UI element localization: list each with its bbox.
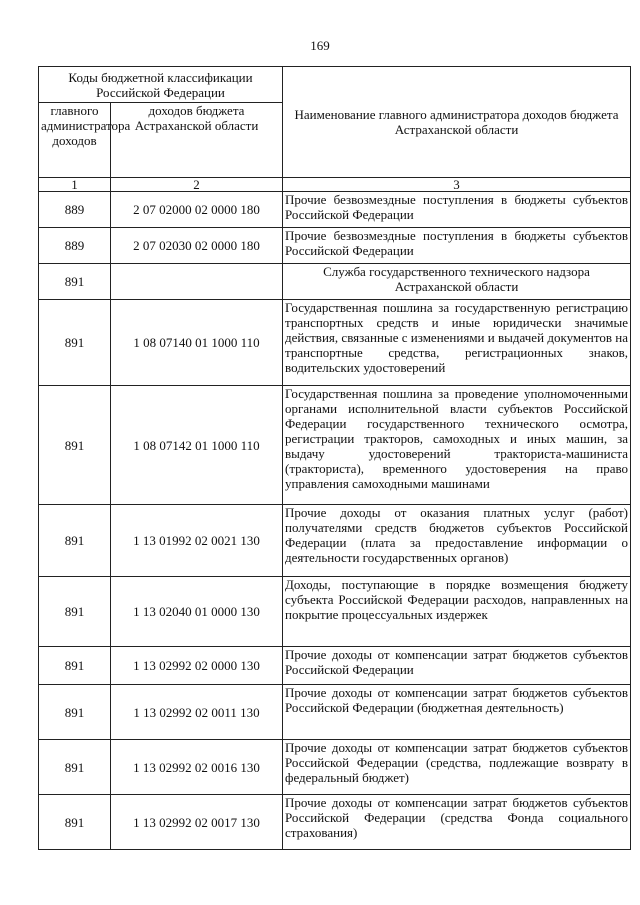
header-group-title: Коды бюджетной классификации Российской Федерации [39,67,283,103]
header-col-admin: главного администратора доходов [39,103,111,178]
table-row [39,647,631,685]
income-name: Государственная пошлина за государственную регистрацию транспортных средств и иные юридически значимые действия, связанные с изменениями и выдачей документов на транспортные средства, регистрационных знаков, водительских удостоверений [283,300,631,386]
table-row [39,795,631,850]
income-name: Прочие доходы от компенсации затрат бюджетов субъектов Российской Федерации [283,647,631,685]
income-code: 1 13 01992 02 0021 130 [111,505,283,577]
table-row [39,505,631,577]
admin-code: 891 [39,505,111,577]
administrator-name: Служба государственного технического надзора Астраханской области [283,264,631,300]
admin-code: 891 [39,300,111,386]
income-code: 1 08 07140 01 1000 110 [111,300,283,386]
income-name: Прочие доходы от компенсации затрат бюджетов субъектов Российской Федерации (средства Фонда социального страхования) [283,795,631,850]
admin-code: 891 [39,685,111,740]
income-name: Прочие доходы от компенсации затрат бюджетов субъектов Российской Федерации (бюджетная деятельность) [283,685,631,740]
admin-code: 891 [39,795,111,850]
income-code: 1 13 02992 02 0011 130 [111,685,283,740]
table-row [39,300,631,386]
income-name: Доходы, поступающие в порядке возмещения бюджету субъекта Российской Федерации расходов, направленных на покрытие процессуальных издержек [283,577,631,647]
admin-code: 891 [39,264,111,300]
income-name: Прочие безвозмездные поступления в бюджеты субъектов Российской Федерации [283,192,631,228]
table-row [39,740,631,795]
income-code: 2 07 02000 02 0000 180 [111,192,283,228]
table-row [39,577,631,647]
income-code: 1 13 02992 02 0000 130 [111,647,283,685]
admin-code: 891 [39,386,111,505]
column-number-2: 2 [111,178,283,192]
table-row [39,386,631,505]
income-name: Прочие доходы от компенсации затрат бюджетов субъектов Российской Федерации (средства, подлежащие возврату в федеральный бюджет) [283,740,631,795]
admin-code: 889 [39,228,111,264]
income-code: 1 13 02992 02 0017 130 [111,795,283,850]
income-code: 1 13 02992 02 0016 130 [111,740,283,795]
header-col-income: доходов бюджета Астраханской области [111,103,283,178]
admin-code: 889 [39,192,111,228]
admin-code: 891 [39,577,111,647]
column-number-1: 1 [39,178,111,192]
admin-code: 891 [39,647,111,685]
income-code: 1 08 07142 01 1000 110 [111,386,283,505]
income-code: 1 13 02040 01 0000 130 [111,577,283,647]
income-code: 2 07 02030 02 0000 180 [111,228,283,264]
income-name: Прочие безвозмездные поступления в бюджеты субъектов Российской Федерации [283,228,631,264]
page-number: 169 [310,38,330,53]
income-name: Государственная пошлина за проведение уполномоченными органами исполнительной власти субъектов Российской Федерации государственного технического осмотра, регистрации тракторов, самоходных и иных машин, за выдачу удостоверений тракториста-машиниста (тракториста), временного удостоверения на право управления самоходными машинами [283,386,631,505]
budget-classification-table [38,66,631,850]
income-code [111,264,283,300]
header-col-name: Наименование главного администратора доходов бюджета Астраханской области [283,67,631,178]
table-row [39,685,631,740]
income-name: Прочие доходы от оказания платных услуг (работ) получателями средств бюджетов субъектов Российской Федерации (плата за предоставление информации о деятельности государственных органов) [283,505,631,577]
table-row [39,192,631,228]
admin-code: 891 [39,740,111,795]
table-row [39,264,631,300]
column-number-3: 3 [283,178,631,192]
table-row [39,228,631,264]
